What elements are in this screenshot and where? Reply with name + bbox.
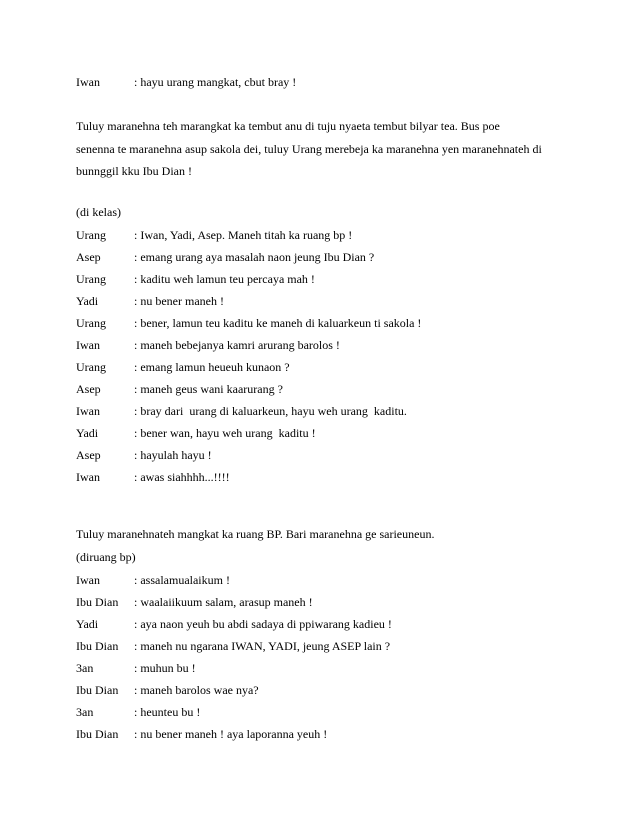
scene-heading: (diruang bp) [76,550,136,564]
speaker: Asep [76,382,101,396]
speaker: 3an [76,705,94,719]
dialogue-line [76,75,296,90]
dialogue-line [76,228,352,243]
speaker: Ibu Dian [76,727,119,741]
speaker: Iwan [76,338,100,352]
dialogue-line [76,661,196,676]
dialogue-line [76,705,200,720]
utterance: : maneh nu ngarana IWAN, YADI, jeung ASEP lain ? [134,639,391,653]
dialogue-line [76,573,230,588]
utterance: : bener wan, hayu weh urang kaditu ! [134,426,316,440]
utterance: : maneh geus wani kaarurang ? [134,382,283,396]
narration-line: bunnggil kku Ibu Dian ! [76,164,192,178]
speaker: Asep [76,250,101,264]
speaker: Ibu Dian [76,639,119,653]
utterance: : assalamualaikum ! [134,573,230,587]
dialogue-line [76,683,259,698]
utterance: : bener, lamun teu kaditu ke maneh di kaluarkeun ti sakola ! [134,316,422,330]
speaker: Ibu Dian [76,683,119,697]
utterance: : maneh barolos wae nya? [134,683,259,697]
speaker: Yadi [76,294,99,308]
utterance: : heunteu bu ! [134,705,201,719]
dialogue-line [76,595,313,610]
dialogue-line [76,294,224,309]
utterance: : bray dari urang di kaluarkeun, hayu weh urang kaditu. [134,404,407,418]
speaker: Iwan [76,75,100,89]
utterance: : hayu urang mangkat, cbut bray ! [134,75,297,89]
speaker: Ibu Dian [76,595,119,609]
dialogue-line [76,448,212,463]
utterance: : hayulah hayu ! [134,448,212,462]
dialogue-line [76,404,407,419]
scene-heading: (di kelas) [76,205,121,219]
dialogue-line [76,639,390,654]
utterance: : muhun bu ! [134,661,196,675]
dialogue-line [76,250,374,265]
utterance: : waalaiikuum salam, arasup maneh ! [134,595,313,609]
speaker: Yadi [76,617,99,631]
narration-line: senenna te maranehna asup sakola dei, tuluy Urang merebeja ka maranehna yen maranehnateh di [76,141,542,156]
dialogue-line [76,617,392,632]
dialogue-line [76,360,290,375]
utterance: : nu bener maneh ! aya laporanna yeuh ! [134,727,328,741]
speaker: Iwan [76,404,100,418]
dialogue-line [76,426,316,441]
utterance: : kaditu weh lamun teu percaya mah ! [134,272,315,286]
utterance: : emang urang aya masalah naon jeung Ibu Dian ? [134,250,375,264]
speaker: Iwan [76,470,100,484]
speaker: Iwan [76,573,100,587]
dialogue-line [76,338,340,353]
speaker: Urang [76,360,106,374]
dialogue-line [76,470,230,485]
utterance: : aya naon yeuh bu abdi sadaya di ppiwarang kadieu ! [134,617,392,631]
dialogue-line [76,316,421,331]
speaker: 3an [76,661,94,675]
utterance: : awas siahhhh...!!!! [134,470,230,484]
narration-line: Tuluy maranehna teh marangkat ka tembut anu di tuju nyaeta tembut bilyar tea. Bus poe [76,119,500,133]
dialogue-line [76,382,283,397]
speaker: Urang [76,228,106,242]
utterance: : nu bener maneh ! [134,294,224,308]
speaker: Urang [76,316,106,330]
dialogue-line [76,272,315,287]
utterance: : maneh bebejanya kamri arurang barolos ! [134,338,340,352]
utterance: : Iwan, Yadi, Asep. Maneh titah ka ruang bp ! [134,228,353,242]
narration-paragraph [76,115,566,183]
speaker: Asep [76,448,101,462]
speaker: Yadi [76,426,99,440]
speaker: Urang [76,272,106,286]
narration-line: Tuluy maranehnateh mangkat ka ruang BP. Bari maranehna ge sarieuneun. [76,527,435,541]
dialogue-line [76,727,327,742]
utterance: : emang lamun heueuh kunaon ? [134,360,290,374]
